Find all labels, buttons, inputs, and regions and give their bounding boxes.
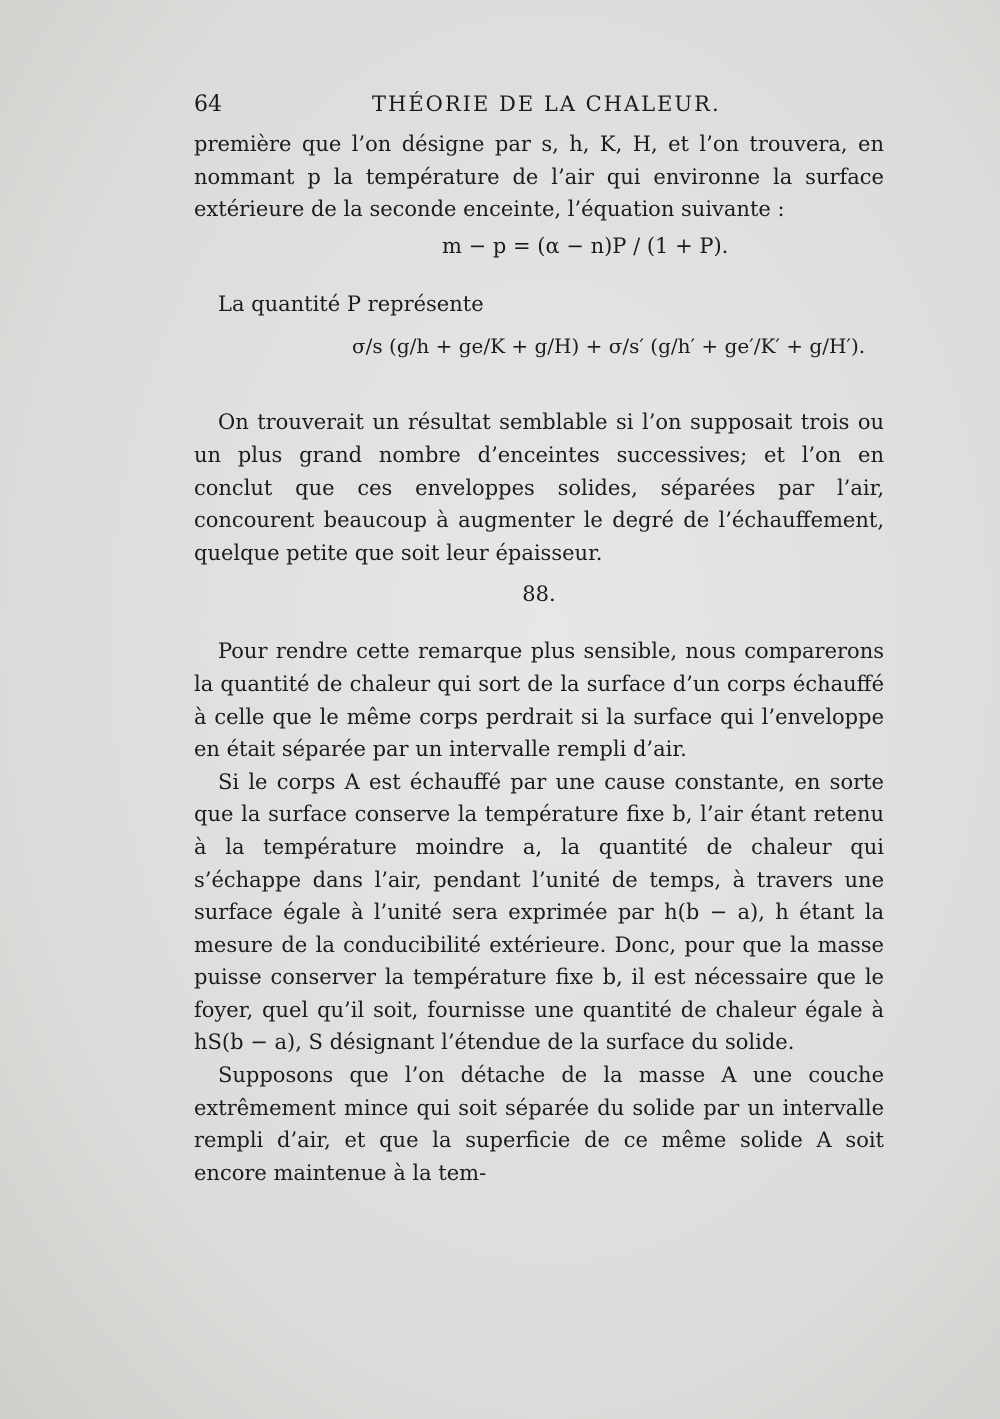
page-number: 64: [194, 92, 222, 117]
page-header: [194, 92, 884, 122]
paragraph-1: première que l’on désigne par s, h, K, H, et l’on trouvera, en nommant p la température de l’air qui environne la surface extérieure de la seconde enceinte, l’équation suivante :: [194, 132, 884, 222]
paragraph-2: La quantité P représente: [218, 291, 484, 316]
paragraph-3: On trouverait un résultat semblable si l’on supposait trois ou un plus grand nombre d’enceintes successives; et l’on en conclut que ces enveloppes solides, séparées par l’air, concourent beaucoup à augmenter le degré de l’échauffement, quelque petite que soit leur épaisseur.: [194, 410, 884, 565]
section-number: 88.: [522, 582, 556, 607]
paragraph-4: Pour rendre cette remarque plus sensible, nous comparerons la quantité de chaleur qui sort de la surface d’un corps échauffé à celle que le même corps perdrait si la surface qui l’enveloppe en était séparée par un intervalle rempli d’air.: [194, 639, 884, 762]
page-body: [194, 128, 884, 1189]
equation-1: [194, 226, 884, 288]
paragraph-5: Si le corps A est échauffé par une cause constante, en sorte que la surface conserve la température fixe b, l’air étant retenu à la température moindre a, la quantité de chaleur qui s’échappe dans l’air, pendant l’unité de temps, à travers une surface égale à l’unité sera exprimée par h(b − a), h étant la mesure de la conducibilité extérieure. Donc, pour que la masse puisse conserver la température fixe b, il est nécessaire que le foyer, quel qu’il soit, fournisse une quantité de chaleur égale à hS(b − a), S désignant l’étendue de la surface du solide.: [194, 769, 884, 1055]
equation-2-text: σ/s (g/h + ge/K + g/H) + σ/s′ (g/h′ + ge′/K′ + g/H′).: [352, 334, 866, 359]
equation-2: [194, 320, 884, 406]
running-title: THÉORIE DE LA CHALEUR.: [372, 92, 721, 116]
equation-1-text: m − p = (α − n)P / (1 + P).: [442, 233, 729, 258]
paragraph-6: Supposons que l’on détache de la masse A une couche extrêmement mince qui soit séparée du solide par un intervalle rempli d’air, et que la superficie de ce même solide A soit encore maintenue à la tem-: [194, 1063, 884, 1185]
